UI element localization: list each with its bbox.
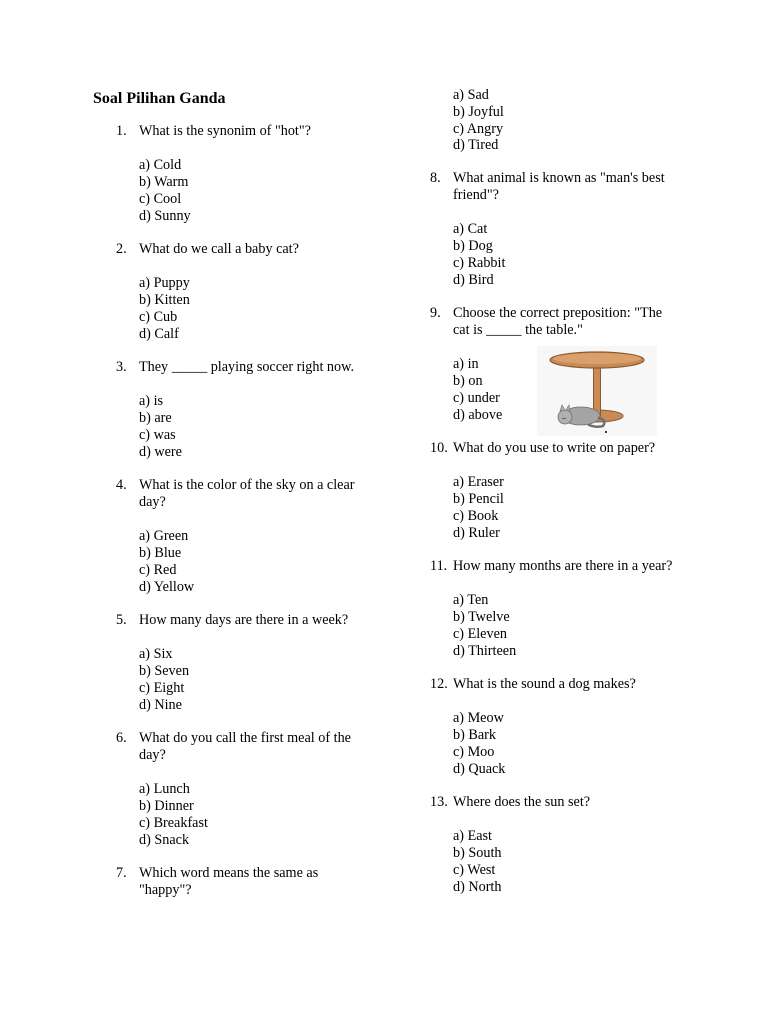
- question-text: What is the sound a dog makes?: [453, 676, 636, 693]
- question-number: 1.: [116, 123, 127, 139]
- question-text: What do we call a baby cat?: [139, 241, 299, 257]
- option: c) Eight: [139, 680, 185, 696]
- options-list: [453, 710, 680, 778]
- question-text: They _____ playing soccer right now.: [139, 359, 354, 375]
- option: a) East: [453, 828, 492, 845]
- option: b) Blue: [139, 545, 182, 561]
- question-number: 7.: [116, 865, 127, 881]
- option: b) Pencil: [453, 491, 504, 508]
- question-text: What is the color of the sky on a clear day?: [139, 477, 355, 510]
- question-text: Where does the sun set?: [453, 794, 591, 811]
- question-number: 8.: [430, 170, 441, 187]
- options-list: [139, 275, 356, 343]
- question-number: 13.: [430, 794, 448, 811]
- question-4: [116, 477, 356, 596]
- option: a) Eraser: [453, 474, 504, 491]
- option: a) Meow: [453, 710, 504, 727]
- question-number: 6.: [116, 730, 127, 746]
- option: a) Six: [139, 646, 173, 662]
- option: b) Twelve: [453, 609, 510, 626]
- option: c) was: [139, 427, 176, 443]
- options-list: [139, 781, 356, 849]
- question-1: [116, 123, 356, 225]
- option: b) Kitten: [139, 292, 190, 308]
- option: a) Lunch: [139, 781, 190, 797]
- option: a) Cat: [453, 221, 488, 238]
- question-10: [430, 440, 680, 542]
- option: b) Seven: [139, 663, 190, 679]
- option: c) Moo: [453, 744, 495, 761]
- option: d) Snack: [139, 832, 190, 848]
- question-7-options: [430, 87, 680, 154]
- left-column: [116, 123, 356, 899]
- question-text: How many months are there in a year?: [453, 558, 673, 575]
- question-number: 4.: [116, 477, 127, 493]
- question-13: [430, 794, 680, 896]
- option: c) Eleven: [453, 626, 507, 643]
- option: a) Green: [139, 528, 189, 544]
- question-11: [430, 558, 680, 660]
- option: c) Angry: [453, 120, 504, 137]
- option: b) are: [139, 410, 172, 426]
- option: a) Sad: [453, 87, 489, 103]
- question-text: What do you use to write on paper?: [453, 440, 656, 457]
- option: d) were: [139, 444, 182, 460]
- option: c) West: [453, 862, 496, 879]
- option: c) Cub: [139, 309, 178, 325]
- option: b) Dinner: [139, 798, 194, 814]
- options-list: [453, 474, 680, 542]
- question-number: 9.: [430, 305, 441, 322]
- option: c) Red: [139, 562, 177, 578]
- right-column: [430, 87, 680, 896]
- option: a) Ten: [453, 592, 489, 609]
- option: d) Ruler: [453, 525, 500, 542]
- option: b) on: [453, 373, 483, 390]
- page-title: Soal Pilihan Ganda: [93, 90, 226, 107]
- option: a) is: [139, 393, 164, 409]
- option: d) Calf: [139, 326, 179, 342]
- option: a) in: [453, 356, 479, 373]
- question-text: What animal is known as "man's best friend"?: [453, 170, 665, 204]
- options-list: [453, 592, 680, 660]
- option: b) Dog: [453, 238, 493, 255]
- question-2: [116, 241, 356, 343]
- options-list: [139, 157, 356, 225]
- options-list: [139, 528, 356, 596]
- option: d) Yellow: [139, 579, 195, 595]
- question-12: [430, 676, 680, 778]
- option: c) Breakfast: [139, 815, 208, 831]
- option: d) Quack: [453, 761, 506, 778]
- option: b) Joyful: [453, 103, 504, 120]
- question-number: 10.: [430, 440, 448, 457]
- cat-under-table-icon: [537, 346, 657, 436]
- question-6: [116, 730, 356, 849]
- question-number: 2.: [116, 241, 127, 257]
- question-number: 3.: [116, 359, 127, 375]
- option: b) Bark: [453, 727, 496, 744]
- question-text: What do you call the first meal of the day?: [139, 730, 351, 763]
- option: d) Thirteen: [453, 643, 517, 660]
- question-number: 5.: [116, 612, 127, 628]
- question-text: How many days are there in a week?: [139, 612, 349, 628]
- option: c) Book: [453, 508, 499, 525]
- option: d) Nine: [139, 697, 182, 713]
- option: c) under: [453, 390, 500, 407]
- question-7: [116, 865, 356, 899]
- options-list: [453, 221, 680, 289]
- option: a) Puppy: [139, 275, 190, 291]
- option: d) North: [453, 879, 502, 896]
- options-list: [453, 828, 680, 896]
- option: d) Tired: [453, 137, 499, 154]
- option: a) Cold: [139, 157, 182, 173]
- option: d) Sunny: [139, 208, 191, 224]
- question-3: [116, 359, 356, 461]
- question-number: 11.: [430, 558, 448, 575]
- question-8: [430, 170, 680, 289]
- option: b) Warm: [139, 174, 189, 190]
- cat-under-table-illustration: [537, 346, 657, 436]
- option: b) South: [453, 845, 502, 862]
- options-list: [139, 393, 356, 461]
- option: c) Cool: [139, 191, 182, 207]
- question-text: What is the synonim of "hot"?: [139, 123, 311, 139]
- option: d) Bird: [453, 272, 494, 289]
- question-text: Which word means the same as "happy"?: [139, 865, 319, 898]
- option: c) Rabbit: [453, 255, 506, 272]
- question-number: 12.: [430, 676, 448, 693]
- options-list: [453, 87, 680, 154]
- question-5: [116, 612, 356, 714]
- question-text: Choose the correct preposition: "The cat is _____ the table.": [453, 305, 663, 339]
- option: d) above: [453, 407, 503, 424]
- options-list: [139, 646, 356, 714]
